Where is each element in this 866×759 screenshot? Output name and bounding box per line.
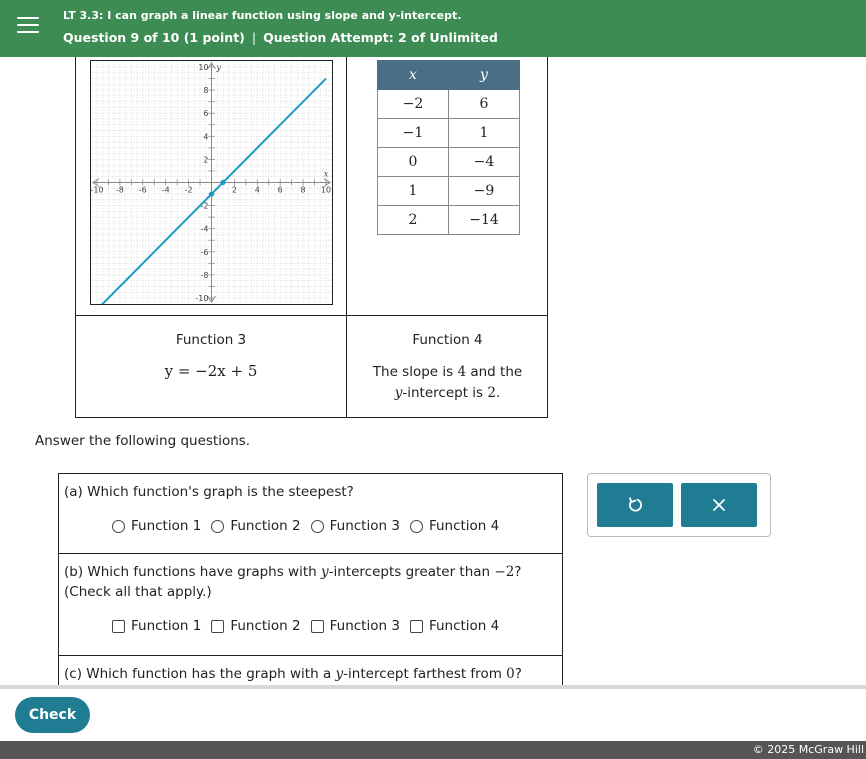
x-value: −2 <box>378 90 449 119</box>
x-tick-label: 8 <box>300 185 306 195</box>
table-row <box>378 148 520 177</box>
x-tick-label: -2 <box>184 185 193 195</box>
y-tick-label: -4 <box>200 224 209 234</box>
y-header: y <box>449 61 520 90</box>
function3-equation: y = −2x + 5 <box>164 362 258 380</box>
function4-label: Function 4 <box>412 332 483 348</box>
question-text: -intercepts greater than <box>328 564 495 580</box>
question-attempt: Question Attempt: 2 of Unlimited <box>263 30 498 45</box>
option-label: Function 2 <box>230 618 301 634</box>
radio-function-4[interactable] <box>410 518 499 534</box>
function4-cell <box>347 316 548 417</box>
graph-point <box>220 180 225 185</box>
function4-description <box>347 362 548 404</box>
header-separator: | <box>251 30 257 45</box>
math-variable: y <box>320 564 329 580</box>
slope-value: 4 <box>457 364 467 380</box>
radio-icon[interactable] <box>311 520 324 533</box>
footer-bar <box>0 685 866 741</box>
math-variable: y <box>394 385 403 401</box>
x-tick-label: -4 <box>161 185 170 195</box>
x-tick-label: 6 <box>277 185 283 195</box>
checkbox-function-4[interactable] <box>410 618 499 634</box>
math-value: 0 <box>506 666 515 682</box>
function2-xy-table <box>377 60 520 235</box>
assignment-header <box>0 0 866 57</box>
question-a <box>59 474 562 554</box>
check-button[interactable]: Check <box>15 697 90 733</box>
checkbox-icon[interactable] <box>311 620 324 633</box>
option-label: Function 1 <box>131 518 202 534</box>
copyright-bar <box>0 741 866 759</box>
question-progress: Question 9 of 10 (1 point) <box>63 30 245 45</box>
question-b-options <box>64 602 562 648</box>
checkbox-function-2[interactable] <box>211 618 300 634</box>
option-label: Function 4 <box>428 618 500 634</box>
checkbox-icon[interactable] <box>211 620 224 633</box>
question-a-options <box>64 502 562 548</box>
instructions: Answer the following questions. <box>35 433 251 449</box>
question-info <box>63 30 498 45</box>
question-text: -intercept farthest from <box>343 666 507 682</box>
intercept-value: 2 <box>487 385 496 401</box>
function1-graph-cell <box>76 57 347 316</box>
table-row <box>378 177 520 206</box>
x-value: −1 <box>378 119 449 148</box>
questions-box <box>58 473 563 685</box>
option-label: Function 3 <box>329 618 400 634</box>
function3-cell <box>76 316 347 417</box>
question-b-text <box>64 562 562 602</box>
y-value: −14 <box>449 206 520 235</box>
desc-text: . <box>495 385 501 401</box>
y-tick-label: 8 <box>203 86 209 96</box>
question-text: ? <box>514 564 522 580</box>
x-axis-label: x <box>323 169 329 179</box>
checkbox-icon[interactable] <box>112 620 125 633</box>
y-tick-label: -8 <box>200 270 209 280</box>
option-label: Function 2 <box>230 518 301 534</box>
question-a-text: (a) Which function's graph is the steepest? <box>64 484 354 500</box>
question-c <box>59 656 562 685</box>
math-variable: y <box>335 666 344 682</box>
desc-text: The slope is <box>372 364 458 380</box>
option-label: Function 3 <box>329 518 400 534</box>
table-row <box>378 90 520 119</box>
functions-table <box>75 57 548 418</box>
math-value: −2 <box>494 564 515 580</box>
y-axis-label: y <box>216 63 222 72</box>
radio-icon[interactable] <box>112 520 125 533</box>
x-tick-label: 10 <box>320 185 332 195</box>
radio-function-3[interactable] <box>311 518 400 534</box>
question-text: (b) Which functions have graphs with <box>64 564 321 580</box>
x-value: 2 <box>378 206 449 235</box>
desc-text: and the <box>466 364 523 380</box>
graph-point <box>209 191 214 196</box>
radio-icon[interactable] <box>410 520 423 533</box>
x-header: x <box>378 61 449 90</box>
question-text: (c) Which function has the graph with a <box>64 666 336 682</box>
y-value: 6 <box>449 90 520 119</box>
x-value: 0 <box>378 148 449 177</box>
x-tick-label: 4 <box>254 185 260 195</box>
clear-button[interactable] <box>681 483 757 527</box>
desc-text: -intercept is <box>402 385 488 401</box>
x-tick-label: 2 <box>231 185 237 195</box>
table-row <box>378 119 520 148</box>
answer-tools <box>587 473 771 537</box>
copyright: © 2025 McGraw Hill <box>752 743 864 756</box>
y-tick-label: 6 <box>203 109 209 119</box>
close-icon <box>711 497 727 513</box>
radio-function-2[interactable] <box>211 518 300 534</box>
option-label: Function 4 <box>428 518 500 534</box>
checkbox-function-3[interactable] <box>311 618 400 634</box>
function1-graph <box>90 60 333 305</box>
function3-label: Function 3 <box>175 332 247 348</box>
y-tick-label: -2 <box>200 201 209 211</box>
undo-button[interactable] <box>597 483 673 527</box>
x-tick-label: -8 <box>115 185 124 195</box>
y-tick-label: -6 <box>200 247 209 257</box>
hamburger-menu-icon[interactable] <box>8 10 48 40</box>
table-row <box>378 206 520 235</box>
y-tick-label: 10 <box>198 63 209 72</box>
checkbox-icon[interactable] <box>410 620 423 633</box>
radio-function-1[interactable] <box>112 518 201 534</box>
y-tick-label: -10 <box>195 294 209 303</box>
x-tick-label: -10 <box>90 185 104 195</box>
x-tick-label: -6 <box>138 185 147 195</box>
question-b <box>59 554 562 656</box>
question-content[interactable] <box>0 57 866 685</box>
learning-target-title: LT 3.3: I can graph a linear function using slope and y-intercept. <box>63 9 462 22</box>
y-tick-label: 4 <box>203 132 209 142</box>
question-text: ? <box>514 666 522 682</box>
x-value: 1 <box>378 177 449 206</box>
y-tick-label: 2 <box>203 155 209 165</box>
question-c-text <box>64 664 562 684</box>
option-label: Function 1 <box>131 618 202 634</box>
checkbox-function-1[interactable] <box>112 618 201 634</box>
question-b-hint: (Check all that apply.) <box>64 584 212 600</box>
y-value: 1 <box>449 119 520 148</box>
function2-table-cell <box>347 57 548 316</box>
y-value: −4 <box>449 148 520 177</box>
y-value: −9 <box>449 177 520 206</box>
radio-icon[interactable] <box>211 520 224 533</box>
undo-icon <box>626 496 644 514</box>
